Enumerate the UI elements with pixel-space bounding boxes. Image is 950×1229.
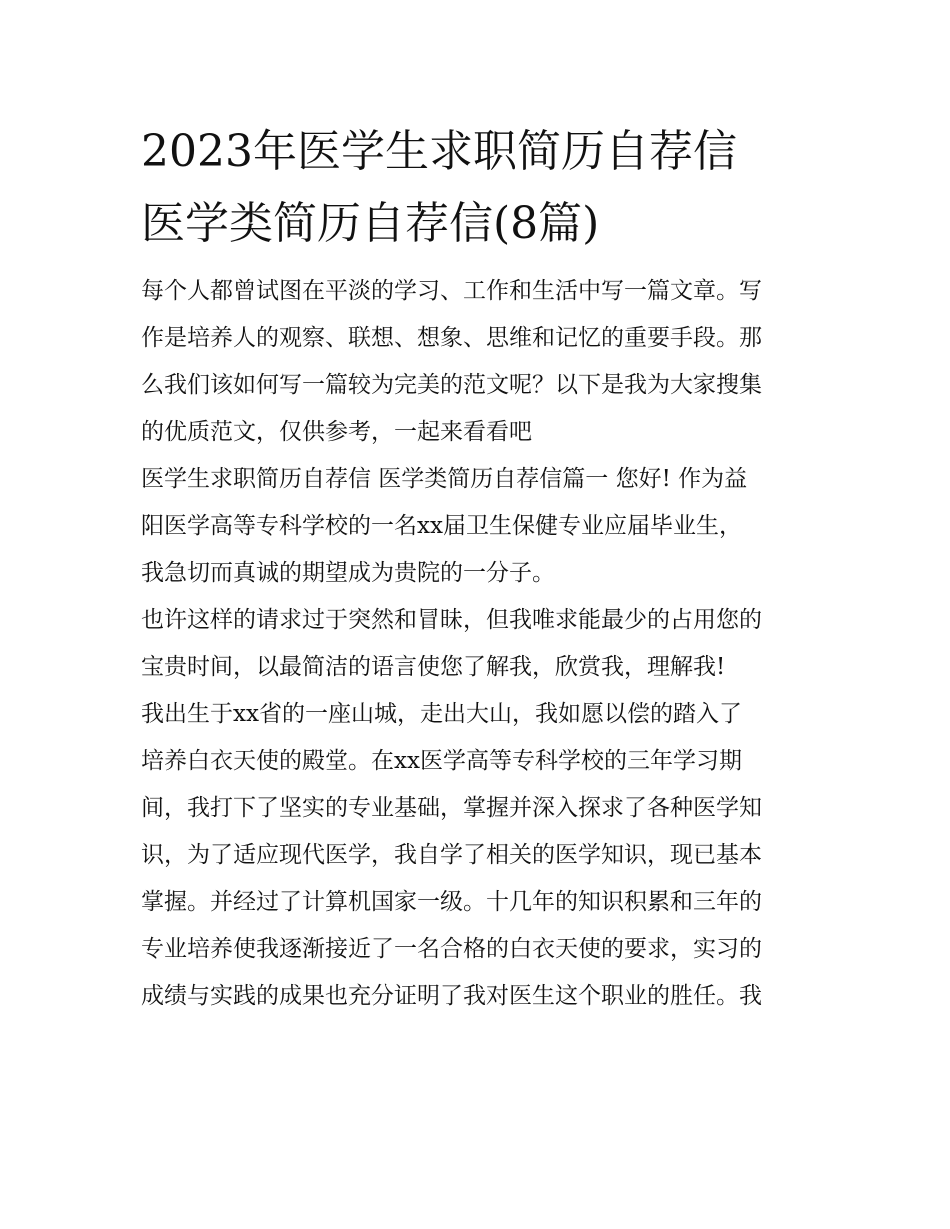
body-line: 医学生求职简历自荐信 医学类简历自荐信篇一 您好! 作为益 — [141, 466, 748, 492]
body-line: 阳医学高等专科学校的一名xx届卫生保健专业应届毕业生， — [141, 513, 742, 539]
body-line: 么我们该如何写一篇较为完美的范文呢？以下是我为大家搜集 — [141, 372, 762, 398]
body-line: 我急切而真诚的期望成为贵院的一分子。 — [141, 560, 555, 586]
body-line: 培养白衣天使的殿堂。在xx医学高等专科学校的三年学习期 — [141, 748, 742, 774]
body-line: 的优质范文，仅供参考，一起来看看吧 — [141, 419, 532, 445]
body-line: 成绩与实践的成果也充分证明了我对医生这个职业的胜任。我 — [141, 983, 762, 1009]
body-line: 每个人都曾试图在平淡的学习、工作和生活中写一篇文章。写 — [141, 278, 762, 304]
body-line: 也许这样的请求过于突然和冒昧，但我唯求能最少的占用您的 — [141, 607, 762, 633]
document-content — [141, 116, 813, 1020]
body-line: 间，我打下了坚实的专业基础，掌握并深入探求了各种医学知 — [141, 795, 762, 821]
body-line: 掌握。并经过了计算机国家一级。十几年的知识积累和三年的 — [141, 889, 762, 915]
body-line: 宝贵时间，以最简洁的语言使您了解我，欣赏我，理解我! — [141, 654, 726, 680]
document-title-line-2: 医学类简历自荐信(8篇) — [141, 198, 600, 249]
document-body — [141, 268, 813, 1020]
body-line: 识，为了适应现代医学，我自学了相关的医学知识，现已基本 — [141, 842, 762, 868]
body-line: 我出生于xx省的一座山城，走出大山，我如愿以偿的踏入了 — [141, 701, 742, 727]
document-title-line-1: 2023年医学生求职简历自荐信 — [141, 126, 737, 177]
body-line: 作是培养人的观察、联想、想象、思维和记忆的重要手段。那 — [141, 325, 762, 351]
body-line: 专业培养使我逐渐接近了一名合格的白衣天使的要求，实习的 — [141, 936, 762, 962]
